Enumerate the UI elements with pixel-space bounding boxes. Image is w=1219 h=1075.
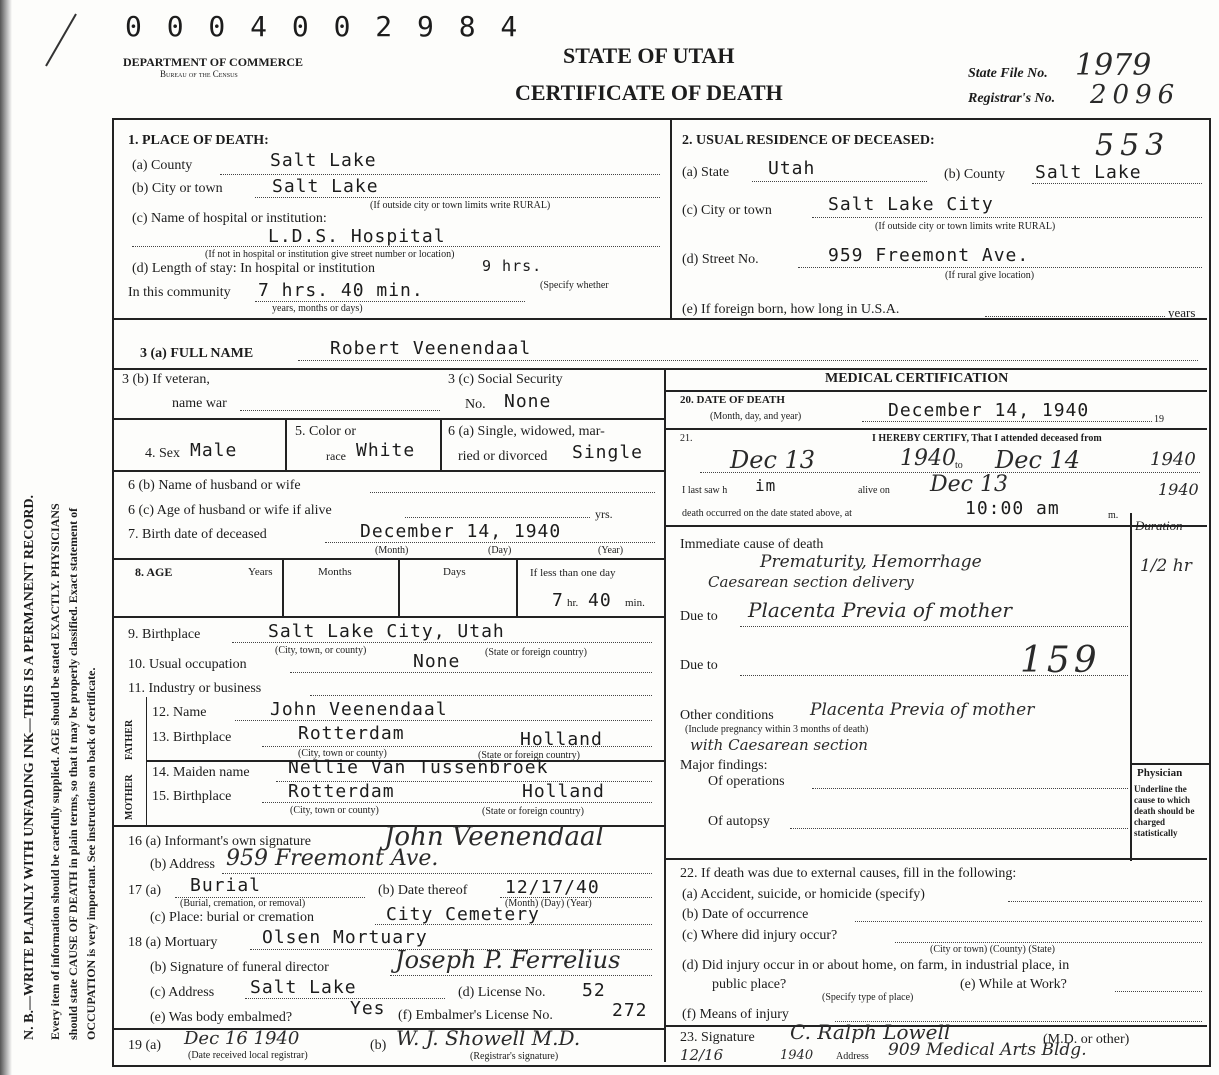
father-name-label: 12. Name xyxy=(152,705,207,720)
age-less-label: If less than one day xyxy=(530,567,616,579)
physician-note: Underline the cause to which death should be charged statistically xyxy=(1134,784,1195,838)
medical-heading: MEDICAL CERTIFICATION xyxy=(825,371,1009,386)
age-years-label: Years xyxy=(248,566,273,578)
county-label: (a) County xyxy=(132,158,193,173)
burial-date-value: 12/17/40 xyxy=(505,877,600,898)
burial-place-value: City Cemetery xyxy=(386,904,540,925)
city-value: Salt Lake xyxy=(272,176,379,197)
mother-city-value: Rotterdam xyxy=(288,781,395,802)
margin-instruction-3: should state CAUSE OF DEATH in plain terms, so that it may be properly classified. Exact statement of xyxy=(66,507,80,1040)
specify-note-2: years, months or days) xyxy=(272,303,363,314)
veteran-sub: name war xyxy=(172,396,227,411)
time-m-label: m. xyxy=(1108,510,1119,521)
burial-note: (Burial, cremation, or removal) xyxy=(180,898,306,909)
divider-main xyxy=(664,370,666,1062)
signature-address-value: 909 Medical Arts Bldg. xyxy=(888,1040,1087,1060)
res-county-label: (b) County xyxy=(944,167,1006,182)
specify-note: (Specify whether xyxy=(540,280,609,291)
operations-label: Of operations xyxy=(708,774,785,789)
line xyxy=(740,626,1128,627)
stay-label: (d) Length of stay: In hospital or institution xyxy=(132,261,376,276)
department: DEPARTMENT OF COMMERCE xyxy=(123,55,304,69)
line xyxy=(798,267,1202,268)
line xyxy=(1115,991,1202,992)
husband-label: 6 (b) Name of husband or wife xyxy=(128,478,301,493)
burial-value: Burial xyxy=(190,875,262,896)
res-street-label: (d) Street No. xyxy=(682,252,759,267)
due-to-1-value: Placenta Previa of mother xyxy=(748,598,1012,622)
ss-label: 3 (c) Social Security xyxy=(448,372,563,387)
scan-edge xyxy=(0,0,12,1075)
line xyxy=(255,197,660,198)
margin-instruction-1: N. B.—WRITE PLAINLY WITH UNFADING INK—THIS IS A PERMANENT RECORD. xyxy=(22,494,37,1040)
birth-month-note: (Month) xyxy=(375,545,409,556)
birth-label: 7. Birth date of deceased xyxy=(128,527,267,542)
registrar-date-note: (Date received local registrar) xyxy=(188,1050,308,1061)
line xyxy=(855,921,1202,922)
line xyxy=(282,558,284,616)
line xyxy=(114,470,664,472)
line xyxy=(114,616,664,618)
res-street-note: (If rural give location) xyxy=(945,270,1035,281)
race-value: White xyxy=(356,440,416,461)
death-date-19: 19 xyxy=(1154,414,1164,425)
father-birthplace-label: 13. Birthplace xyxy=(152,730,232,745)
signature-address-label: Address xyxy=(836,1051,869,1062)
birthplace-note-2: (State or foreign country) xyxy=(485,647,587,658)
father-city-value: Rotterdam xyxy=(298,723,405,744)
birth-date-value: December 14, 1940 xyxy=(360,521,562,542)
immediate-duration: 1/2 hr xyxy=(1140,556,1192,576)
embalmer-label: (f) Embalmer's License No. xyxy=(398,1008,553,1023)
autopsy-label: Of autopsy xyxy=(708,814,770,829)
external-c-note: (City or town) (County) (State) xyxy=(930,944,1055,955)
line xyxy=(245,998,445,999)
margin-instruction-2: Every item of information should be carefully supplied. AGE should be stated EXACTLY. PHYSICIANS xyxy=(48,503,62,1040)
line xyxy=(666,428,1207,430)
cause-code: 159 xyxy=(1020,640,1101,681)
father-name-value: John Veenendaal xyxy=(270,699,448,720)
residence-heading: 2. USUAL RESIDENCE OF DECEASED: xyxy=(682,133,935,148)
age-days-label: Days xyxy=(443,566,466,578)
line xyxy=(310,695,652,696)
md-label: (M.D. or other) xyxy=(1043,1032,1130,1047)
alive-on-year: 1940 xyxy=(1158,480,1199,499)
external-b: (b) Date of occurrence xyxy=(682,907,809,922)
age-min-label: min. xyxy=(625,597,645,609)
age-min-value: 40 xyxy=(588,590,612,611)
line xyxy=(285,418,287,470)
mother-name-value: Nellie Van Tussenbroek xyxy=(288,757,549,778)
license-label: (d) License No. xyxy=(458,985,546,1000)
line xyxy=(235,720,652,721)
res-state-value: Utah xyxy=(768,158,816,179)
mother-state-note: (State or foreign country) xyxy=(482,806,584,817)
director-address-value: Salt Lake xyxy=(250,977,357,998)
due-to-2-label: Due to xyxy=(680,658,718,673)
line xyxy=(862,421,1152,422)
burial-place-label: (c) Place: burial or cremation xyxy=(150,910,315,925)
age-husband-label: 6 (c) Age of husband or wife if alive xyxy=(128,503,332,518)
attended-to-year: 1940 xyxy=(1150,449,1196,470)
director-address-label: (c) Address xyxy=(150,985,215,1000)
stay-hospital-value: 9 hrs. xyxy=(482,257,543,275)
name-label: 3 (a) FULL NAME xyxy=(140,346,254,361)
veteran-label: 3 (b) If veteran, xyxy=(122,372,210,387)
line xyxy=(222,873,652,874)
marital-label-2: ried or divorced xyxy=(458,449,548,464)
line xyxy=(132,246,660,247)
res-years: years xyxy=(1168,305,1196,320)
occupation-value: None xyxy=(413,651,461,672)
external-d: (d) Did injury occur in or about home, on farm, in industrial place, in xyxy=(682,958,1070,973)
line xyxy=(370,492,655,493)
residence-number: 553 xyxy=(1095,128,1171,163)
full-name-value: Robert Veenendaal xyxy=(330,338,532,359)
embalmed-label: (e) Was body embalmed? xyxy=(150,1010,293,1025)
registrar-sig-label: (b) xyxy=(370,1038,387,1053)
external-a: (a) Accident, suicide, or homicide (specify) xyxy=(682,887,925,902)
informant-address-label: (b) Address xyxy=(150,857,215,872)
embalmed-value: Yes xyxy=(350,998,386,1019)
informant-sig-label: 16 (a) Informant's own signature xyxy=(128,834,311,849)
death-date-value: December 14, 1940 xyxy=(888,400,1090,421)
immediate-value-2: Caesarean section delivery xyxy=(708,573,914,591)
birthplace-label: 9. Birthplace xyxy=(128,627,201,642)
physician-heading: Physician xyxy=(1137,767,1183,779)
director-signature: Joseph P. Ferrelius xyxy=(395,946,621,974)
birth-day-note: (Day) xyxy=(488,545,512,556)
death-date-label: 20. DATE OF DEATH xyxy=(680,394,785,406)
res-city-note: (If outside city or town limits write RURAL) xyxy=(875,221,1056,232)
line xyxy=(390,975,652,976)
birthplace-value: Salt Lake City, Utah xyxy=(268,621,505,642)
state-file-number: 1979 xyxy=(1075,48,1152,83)
line xyxy=(220,174,660,175)
res-foreign-label: (e) If foreign born, how long in U.S.A. xyxy=(682,302,900,317)
external-d-2: public place? xyxy=(712,977,787,992)
marital-label: 6 (a) Single, widowed, mar- xyxy=(448,424,605,439)
other-conditions-value: Placenta Previa of mother xyxy=(810,700,1035,720)
line xyxy=(812,217,1202,218)
line xyxy=(752,181,927,182)
attended-to: Dec 14 xyxy=(995,446,1081,474)
race-label: race xyxy=(326,449,346,463)
mortuary-label: 18 (a) Mortuary xyxy=(128,935,218,950)
external-f: (f) Means of injury xyxy=(682,1007,789,1022)
bureau: Bureau of the Census xyxy=(160,69,238,79)
last-saw-value: im xyxy=(755,476,777,495)
line xyxy=(255,301,525,302)
external-c: (c) Where did injury occur? xyxy=(682,928,838,943)
father-state-note: (State or foreign country) xyxy=(478,750,580,761)
line xyxy=(440,418,442,470)
divider-row2 xyxy=(114,368,1207,370)
attended-from-year: 1940 xyxy=(900,446,956,471)
attended-to-label: to xyxy=(955,460,963,471)
city-label: (b) City or town xyxy=(132,181,223,196)
res-county-value: Salt Lake xyxy=(1035,162,1142,183)
line xyxy=(114,558,664,560)
mother-country-value: Holland xyxy=(522,781,605,802)
res-city-label: (c) City or town xyxy=(682,203,772,218)
line xyxy=(375,924,652,925)
line xyxy=(262,746,652,747)
signature-label: 23. Signature xyxy=(680,1030,755,1045)
pregnancy-note: (Include pregnancy within 3 months of death) xyxy=(685,724,869,735)
divider-top xyxy=(670,120,672,320)
res-city-value: Salt Lake City xyxy=(828,194,994,215)
line xyxy=(790,828,1128,829)
sex-value: Male xyxy=(190,440,238,461)
line xyxy=(240,410,440,411)
place-heading: 1. PLACE OF DEATH: xyxy=(128,133,269,148)
check-mark xyxy=(45,14,77,67)
age-label: 8. AGE xyxy=(135,565,173,579)
immediate-value: Prematurity, Hemorrhage xyxy=(760,552,982,572)
line xyxy=(290,672,652,673)
age-months-label: Months xyxy=(318,566,352,578)
marital-value: Single xyxy=(572,442,644,463)
other-conditions-value-2: with Caesarean section xyxy=(690,736,868,754)
father-city-note: (City, town or county) xyxy=(298,748,387,759)
margin-instruction-4: OCCUPATION is very important. See instructions on back of certificate. xyxy=(84,667,98,1040)
state-title: STATE OF UTAH xyxy=(563,43,735,68)
mother-city-note: (City, town or county) xyxy=(290,805,379,816)
attended-from: Dec 13 xyxy=(730,446,816,474)
certify-number: 21. xyxy=(680,433,693,444)
line xyxy=(1130,513,1132,763)
registrar-number: 2096 xyxy=(1090,80,1181,110)
line xyxy=(740,675,1128,676)
burial-date-note: (Month) (Day) (Year) xyxy=(505,898,592,909)
sex-label: 4. Sex xyxy=(145,446,180,461)
line xyxy=(298,360,1198,361)
state-file-label: State File No. xyxy=(968,66,1048,81)
occupation-label: 10. Usual occupation xyxy=(128,657,247,672)
alive-on-label: alive on xyxy=(858,485,890,496)
registrar-date-value: Dec 16 1940 xyxy=(184,1028,300,1049)
line xyxy=(1008,901,1202,902)
death-date-sub: (Month, day, and year) xyxy=(710,411,802,422)
line xyxy=(985,316,1165,317)
line xyxy=(232,642,652,643)
line xyxy=(1032,183,1202,184)
county-value: Salt Lake xyxy=(270,150,377,171)
serial-number: 0 0 0 4 0 0 2 9 8 4 xyxy=(125,10,522,43)
line xyxy=(398,558,400,616)
burial-date-label: (b) Date thereof xyxy=(378,883,468,898)
divider-row1 xyxy=(114,318,1207,320)
director-label: (b) Signature of funeral director xyxy=(150,960,329,975)
duration-heading: Duration xyxy=(1135,518,1183,533)
age-hours-value: 7 xyxy=(552,590,564,611)
line xyxy=(666,390,1207,392)
alive-on-value: Dec 13 xyxy=(930,472,1008,497)
res-state-label: (a) State xyxy=(682,165,730,180)
line xyxy=(405,517,590,518)
major-findings-label: Major findings: xyxy=(680,758,768,773)
external-heading: 22. If death was due to external causes, fill in the following: xyxy=(680,866,1017,881)
external-e: (e) While at Work? xyxy=(960,977,1067,992)
last-saw-label: I last saw h xyxy=(682,485,728,496)
father-country-value: Holland xyxy=(520,729,603,750)
birthplace-note: (City, town, or county) xyxy=(275,645,367,656)
community-label: In this community xyxy=(128,285,231,300)
registrar-date-label: 19 (a) xyxy=(128,1038,162,1053)
line xyxy=(666,525,1207,527)
due-to-1-label: Due to xyxy=(680,609,718,624)
line xyxy=(666,858,1207,860)
line xyxy=(262,802,652,803)
mother-tag: MOTHER xyxy=(124,774,135,820)
other-conditions-label: Other conditions xyxy=(680,708,774,723)
external-d-note: (Specify type of place) xyxy=(822,992,914,1003)
hospital-label: (c) Name of hospital or institution: xyxy=(132,211,327,226)
registrar-label: Registrar's No. xyxy=(968,91,1056,106)
ss-no-label: No. xyxy=(465,397,486,412)
ss-no-value: None xyxy=(504,391,552,412)
line xyxy=(114,418,664,420)
informant-signature: John Veenendaal xyxy=(384,822,604,852)
line xyxy=(895,942,1202,943)
registrar-signature: W. J. Showell M.D. xyxy=(396,1026,581,1050)
occurred-label: death occurred on the date stated above, at xyxy=(682,508,852,519)
father-tag: FATHER xyxy=(124,719,135,760)
birth-year-note: (Year) xyxy=(598,545,624,556)
certificate-title: CERTIFICATE OF DEATH xyxy=(515,80,783,105)
signature-date-year: 1940 xyxy=(780,1048,814,1063)
mortuary-value: Olsen Mortuary xyxy=(262,927,428,948)
res-street-value: 959 Freemont Ave. xyxy=(828,245,1030,266)
signature-date: 12/16 xyxy=(680,1046,724,1064)
mother-birthplace-label: 15. Birthplace xyxy=(152,789,232,804)
certify-text: I HEREBY CERTIFY, That I attended deceased from xyxy=(872,433,1102,444)
embalmer-value: 272 xyxy=(612,1000,648,1021)
city-note: (If outside city or town limits write RURAL) xyxy=(370,200,551,211)
stay-community-value: 7 hrs. 40 min. xyxy=(258,280,424,301)
color-label: 5. Color or xyxy=(295,424,357,439)
line xyxy=(516,558,518,616)
mother-name-label: 14. Maiden name xyxy=(152,765,250,780)
license-value: 52 xyxy=(582,980,606,1001)
burial-label: 17 (a) xyxy=(128,883,162,898)
immediate-label: Immediate cause of death xyxy=(680,537,824,552)
physician-signature: C. Ralph Lowell xyxy=(790,1020,951,1044)
informant-address-value: 959 Freemont Ave. xyxy=(226,846,439,871)
death-time-value: 10:00 am xyxy=(965,498,1060,519)
age-hr-label: hr. xyxy=(567,597,579,609)
hospital-value: L.D.S. Hospital xyxy=(268,226,446,247)
industry-label: 11. Industry or business xyxy=(128,681,262,696)
line xyxy=(325,542,655,543)
line xyxy=(812,788,1128,789)
registrar-sig-note: (Registrar's signature) xyxy=(470,1051,559,1062)
yrs-label: yrs. xyxy=(595,507,613,521)
hospital-note: (If not in hospital or institution give street number or location) xyxy=(205,249,455,260)
